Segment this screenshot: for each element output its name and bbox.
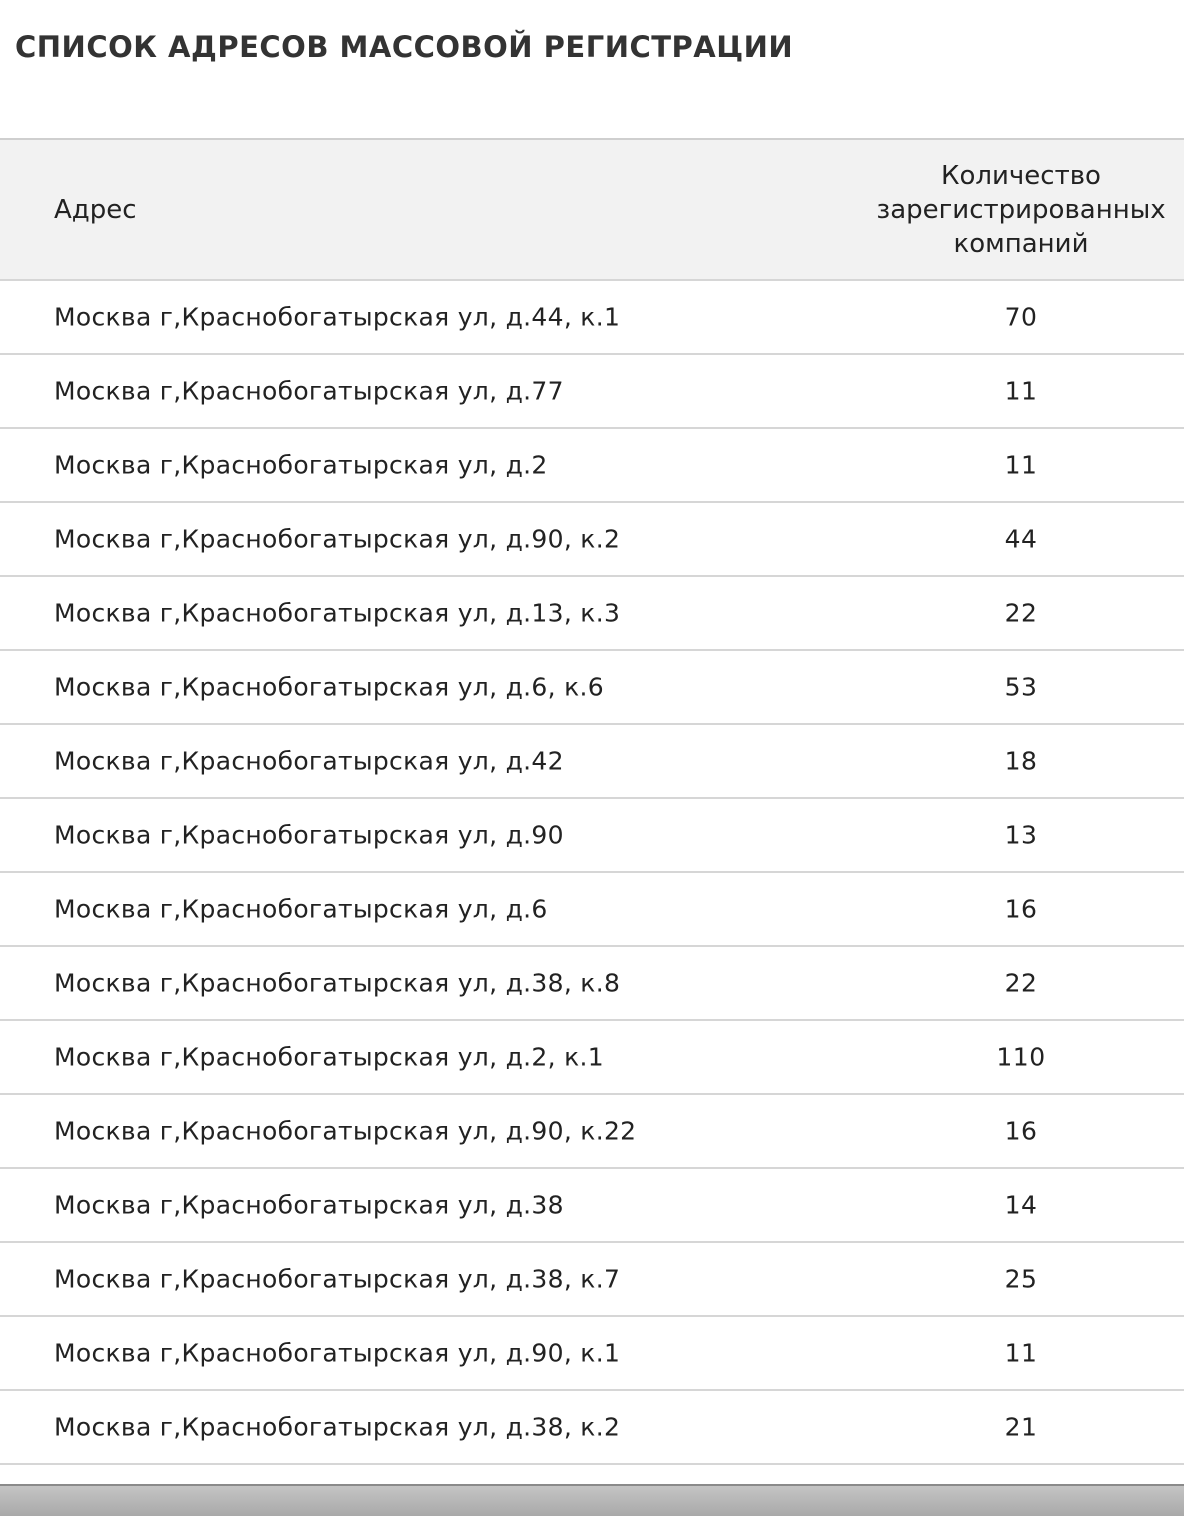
cell-address: Москва г,Краснобогатырская ул, д.38: [54, 1190, 564, 1220]
cell-address: Москва г,Краснобогатырская ул, д.2, к.1: [54, 1042, 604, 1072]
cell-count: 16: [1004, 1116, 1038, 1146]
cell-count: 14: [1004, 1190, 1038, 1220]
cell-count: 13: [1004, 820, 1038, 850]
cell-count: 25: [1004, 1264, 1038, 1294]
cell-address: Москва г,Краснобогатырская ул, д.2: [54, 450, 548, 480]
table-row: [0, 947, 1184, 1021]
cell-count: 11: [1004, 376, 1038, 406]
cell-address: Москва г,Краснобогатырская ул, д.38, к.8: [54, 968, 621, 998]
cell-count: 70: [1004, 302, 1038, 332]
cell-address: Москва г,Краснобогатырская ул, д.38, к.2: [54, 1412, 621, 1442]
cell-count: 53: [1004, 672, 1038, 702]
page-title: СПИСОК АДРЕСОВ МАССОВОЙ РЕГИСТРАЦИИ: [15, 30, 794, 64]
table-row: [0, 651, 1184, 725]
column-header-count-line2: зарегистрированных: [876, 194, 1166, 225]
column-header-count-line1: Количество: [941, 160, 1101, 191]
cell-address: Москва г,Краснобогатырская ул, д.42: [54, 746, 564, 776]
cell-address: Москва г,Краснобогатырская ул, д.13, к.3: [54, 598, 621, 628]
cell-count: 18: [1004, 746, 1038, 776]
table-row: [0, 281, 1184, 355]
table-row: [0, 1021, 1184, 1095]
table-row: [0, 1095, 1184, 1169]
cell-count: 22: [1004, 968, 1038, 998]
bottom-scroll-bar: [0, 1484, 1184, 1516]
cell-count: 44: [1004, 524, 1038, 554]
cell-count: 22: [1004, 598, 1038, 628]
table-row: [0, 725, 1184, 799]
table-row: [0, 429, 1184, 503]
cell-count: 16: [1004, 894, 1038, 924]
table-row: [0, 1169, 1184, 1243]
cell-address: Москва г,Краснобогатырская ул, д.6: [54, 894, 548, 924]
table-row: [0, 1391, 1184, 1465]
cell-address: Москва г,Краснобогатырская ул, д.90, к.22: [54, 1116, 637, 1146]
cell-count: 21: [1004, 1412, 1038, 1442]
column-header-address: Адрес: [54, 194, 137, 225]
cell-address: Москва г,Краснобогатырская ул, д.90, к.1: [54, 1338, 621, 1368]
cell-address: Москва г,Краснобогатырская ул, д.44, к.1: [54, 302, 621, 332]
table-header: [0, 138, 1184, 281]
registration-addresses-table: [0, 138, 1184, 1465]
table-row: [0, 1317, 1184, 1391]
table-body: [0, 281, 1184, 1465]
cell-address: Москва г,Краснобогатырская ул, д.38, к.7: [54, 1264, 621, 1294]
cell-address: Москва г,Краснобогатырская ул, д.77: [54, 376, 564, 406]
column-header-count: [860, 159, 1182, 261]
table-row: [0, 1243, 1184, 1317]
cell-count: 11: [1004, 1338, 1038, 1368]
cell-address: Москва г,Краснобогатырская ул, д.90: [54, 820, 564, 850]
table-row: [0, 503, 1184, 577]
table-row: [0, 577, 1184, 651]
column-header-count-line3: компаний: [953, 228, 1089, 259]
cell-count: 110: [996, 1042, 1046, 1072]
table-row: [0, 873, 1184, 947]
table-row: [0, 799, 1184, 873]
cell-count: 11: [1004, 450, 1038, 480]
cell-address: Москва г,Краснобогатырская ул, д.6, к.6: [54, 672, 604, 702]
table-row: [0, 355, 1184, 429]
cell-address: Москва г,Краснобогатырская ул, д.90, к.2: [54, 524, 621, 554]
